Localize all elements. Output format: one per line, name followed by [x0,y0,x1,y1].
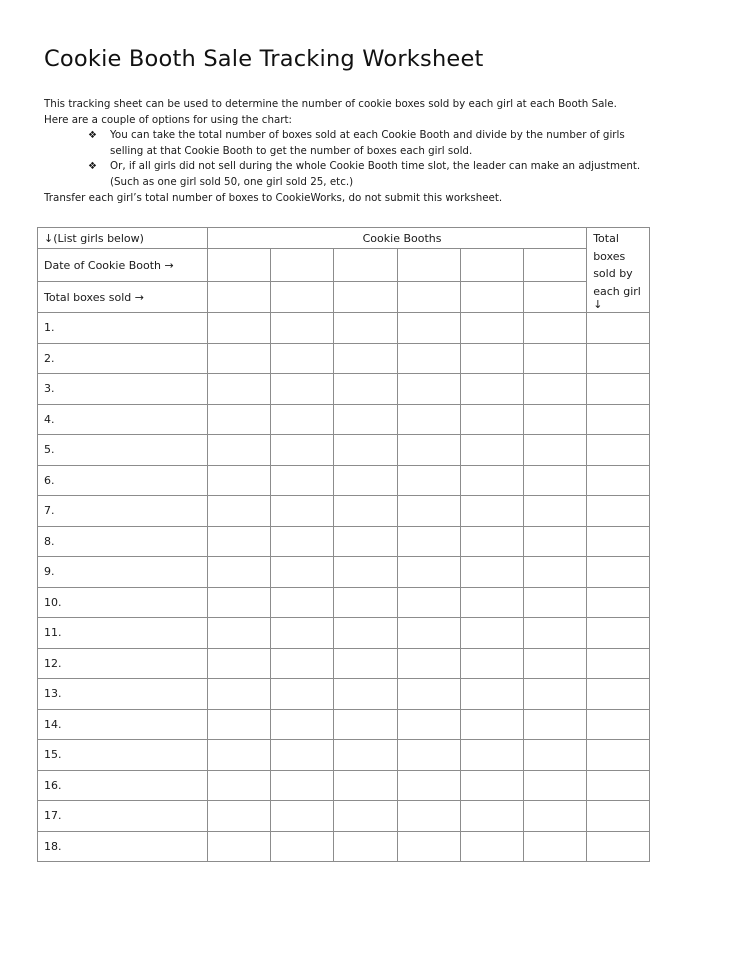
booth-boxes-cell[interactable] [523,679,586,710]
booth-boxes-cell[interactable] [207,587,270,618]
girl-name-cell[interactable]: 7. [38,496,208,527]
girl-name-cell[interactable]: 12. [38,648,208,679]
booth-total-cell[interactable] [207,282,270,313]
girl-total-cell[interactable] [587,313,650,344]
girl-total-cell[interactable] [587,770,650,801]
booth-boxes-cell[interactable] [207,770,270,801]
booth-boxes-cell[interactable] [207,831,270,862]
date-row-label: Date of Cookie Booth → [38,249,208,282]
booth-boxes-cell[interactable] [460,435,523,466]
booth-boxes-cell[interactable] [271,404,334,435]
booth-boxes-cell[interactable] [460,618,523,649]
booth-boxes-cell[interactable] [334,587,397,618]
girl-row [38,404,650,435]
booth-boxes-cell[interactable] [334,770,397,801]
girl-row [38,801,650,832]
booth-boxes-cell[interactable] [397,618,460,649]
booth-boxes-cell[interactable] [271,526,334,557]
booth-total-cell[interactable] [334,282,397,313]
total-header-line: boxes [593,249,626,263]
booth-boxes-cell[interactable] [207,465,270,496]
girl-total-cell[interactable] [587,343,650,374]
booth-boxes-cell[interactable] [397,404,460,435]
booth-boxes-cell[interactable] [397,831,460,862]
total-header-line: each girl [593,284,641,298]
girl-name-cell[interactable]: 11. [38,618,208,649]
booth-boxes-cell[interactable] [334,801,397,832]
girl-name-cell[interactable]: 10. [38,587,208,618]
girl-row [38,648,650,679]
booth-boxes-cell[interactable] [271,496,334,527]
booth-date-cell[interactable] [334,249,397,282]
girl-total-cell[interactable] [587,740,650,771]
intro-line-1: This tracking sheet can be used to determine the number of cookie boxes sold by each girl at each Booth Sale. [44,98,617,110]
diamond-bullet-icon: ❖ [88,130,97,142]
girl-row [38,343,650,374]
booth-boxes-cell[interactable] [397,679,460,710]
booth-boxes-cell[interactable] [397,313,460,344]
booth-boxes-cell[interactable] [207,801,270,832]
girl-row [38,740,650,771]
girl-name-cell[interactable]: 6. [38,465,208,496]
girl-row [38,313,650,344]
booth-boxes-cell[interactable] [460,709,523,740]
booth-boxes-cell[interactable] [397,587,460,618]
booth-boxes-cell[interactable] [334,526,397,557]
booth-boxes-cell[interactable] [460,496,523,527]
booth-boxes-cell[interactable] [397,465,460,496]
booth-boxes-cell[interactable] [460,526,523,557]
booth-boxes-cell[interactable] [397,557,460,588]
total-header-line: Total [593,232,619,245]
booth-boxes-cell[interactable] [271,465,334,496]
option-2-line-2: (Such as one girl sold 50, one girl sold 25, etc.) [110,175,354,188]
girl-row [38,618,650,649]
booth-boxes-cell[interactable] [397,526,460,557]
booth-boxes-cell[interactable] [523,587,586,618]
girl-total-cell[interactable] [587,587,650,618]
diamond-bullet-icon: ❖ [88,161,97,173]
girl-total-cell[interactable] [587,801,650,832]
booth-boxes-cell[interactable] [334,557,397,588]
booth-boxes-cell[interactable] [271,587,334,618]
girl-total-cell[interactable] [587,465,650,496]
girl-total-cell[interactable] [587,435,650,466]
page-title: Cookie Booth Sale Tracking Worksheet [44,46,484,72]
booth-boxes-cell[interactable] [397,435,460,466]
girl-row [38,374,650,405]
booth-boxes-cell[interactable] [460,648,523,679]
booth-boxes-cell[interactable] [207,374,270,405]
booth-boxes-cell[interactable] [397,496,460,527]
girl-total-cell[interactable] [587,709,650,740]
girl-name-cell[interactable]: 17. [38,801,208,832]
booth-boxes-cell[interactable] [523,831,586,862]
girl-name-cell[interactable]: 1. [38,313,208,344]
girl-row [38,557,650,588]
intro-line-2: Here are a couple of options for using the chart: [44,113,293,126]
booth-total-cell[interactable] [460,282,523,313]
booth-boxes-cell[interactable] [523,343,586,374]
booth-date-cell[interactable] [460,249,523,282]
booth-date-cell[interactable] [207,249,270,282]
booth-boxes-cell[interactable] [460,374,523,405]
girl-total-cell[interactable] [587,526,650,557]
booth-boxes-cell[interactable] [207,740,270,771]
booth-boxes-cell[interactable] [334,313,397,344]
booth-boxes-cell[interactable] [207,343,270,374]
tracking-table [37,227,650,862]
girl-name-cell[interactable]: 5. [38,435,208,466]
booth-boxes-cell[interactable] [523,709,586,740]
booth-boxes-cell[interactable] [523,557,586,588]
option-2-line-1: Or, if all girls did not sell during the whole Cookie Booth time slot, the leader can make an adjustment. [110,160,641,173]
booth-boxes-cell[interactable] [207,648,270,679]
booth-boxes-cell[interactable] [207,435,270,466]
girl-total-cell[interactable] [587,831,650,862]
booth-boxes-cell[interactable] [207,526,270,557]
girl-name-cell[interactable]: 3. [38,374,208,405]
option-1-line-1: You can take the total number of boxes sold at each Cookie Booth and divide by the number of girls [110,129,625,142]
booth-boxes-cell[interactable] [334,648,397,679]
instructions [44,97,724,206]
booth-boxes-cell[interactable] [523,648,586,679]
booth-boxes-cell[interactable] [460,313,523,344]
girl-name-cell[interactable]: 2. [38,343,208,374]
girl-total-cell[interactable] [587,557,650,588]
booth-boxes-cell[interactable] [523,313,586,344]
booth-boxes-cell[interactable] [271,618,334,649]
booth-total-cell[interactable] [523,282,586,313]
down-arrow-icon: ↓ [593,298,603,311]
booth-boxes-cell[interactable] [271,435,334,466]
girl-row [38,526,650,557]
booth-boxes-cell[interactable] [460,770,523,801]
girl-name-cell[interactable]: 13. [38,679,208,710]
girl-total-cell[interactable] [587,648,650,679]
booth-boxes-cell[interactable] [397,801,460,832]
booth-boxes-cell[interactable] [207,496,270,527]
girl-total-cell[interactable] [587,618,650,649]
girl-name-cell[interactable]: 8. [38,526,208,557]
options-list [44,128,724,190]
girl-row [38,831,650,862]
booth-boxes-cell[interactable] [460,587,523,618]
booth-boxes-cell[interactable] [271,343,334,374]
girl-total-cell[interactable] [587,404,650,435]
booth-boxes-cell[interactable] [271,557,334,588]
booth-boxes-cell[interactable] [271,801,334,832]
option-1-line-2: selling at that Cookie Booth to get the number of boxes each girl sold. [110,144,473,157]
girl-row [38,679,650,710]
total-per-girl-header [587,228,650,313]
booth-boxes-cell[interactable] [207,404,270,435]
booth-boxes-cell[interactable] [523,465,586,496]
booth-boxes-cell[interactable] [271,679,334,710]
booth-boxes-cell[interactable] [271,709,334,740]
girl-row [38,587,650,618]
girl-total-cell[interactable] [587,496,650,527]
booth-total-cell[interactable] [397,282,460,313]
booth-date-cell[interactable] [397,249,460,282]
booth-boxes-cell[interactable] [334,465,397,496]
girl-name-cell[interactable]: 14. [38,709,208,740]
option-item [88,159,724,190]
booth-boxes-cell[interactable] [523,496,586,527]
total-sold-row-label: Total boxes sold → [38,282,208,313]
intro-line-3: Transfer each girl’s total number of boxes to CookieWorks, do not submit this worksheet. [44,191,503,204]
booth-boxes-cell[interactable] [334,740,397,771]
booth-boxes-cell[interactable] [523,740,586,771]
girl-row [38,496,650,527]
girl-row [38,709,650,740]
booth-boxes-cell[interactable] [271,831,334,862]
booth-boxes-cell[interactable] [460,465,523,496]
booth-total-cell[interactable] [271,282,334,313]
list-girls-header: ↓(List girls below) [38,228,208,249]
girl-row [38,465,650,496]
booth-boxes-cell[interactable] [334,831,397,862]
booth-boxes-cell[interactable] [334,709,397,740]
booth-boxes-cell[interactable] [207,557,270,588]
booth-boxes-cell[interactable] [207,618,270,649]
booth-boxes-cell[interactable] [207,709,270,740]
booth-boxes-cell[interactable] [397,343,460,374]
cookie-booths-header: Cookie Booths [207,228,586,249]
booth-date-cell[interactable] [523,249,586,282]
booth-boxes-cell[interactable] [523,618,586,649]
booth-boxes-cell[interactable] [397,374,460,405]
booth-boxes-cell[interactable] [523,526,586,557]
booth-boxes-cell[interactable] [460,801,523,832]
booth-boxes-cell[interactable] [460,740,523,771]
booth-boxes-cell[interactable] [460,404,523,435]
booth-boxes-cell[interactable] [271,740,334,771]
booth-boxes-cell[interactable] [334,404,397,435]
girl-name-cell[interactable]: 9. [38,557,208,588]
booth-boxes-cell[interactable] [271,313,334,344]
booth-boxes-cell[interactable] [334,374,397,405]
girl-total-cell[interactable] [587,679,650,710]
total-header-line: sold by [593,267,633,280]
girl-name-cell[interactable]: 18. [38,831,208,862]
booth-boxes-cell[interactable] [460,343,523,374]
booth-date-cell[interactable] [271,249,334,282]
booth-boxes-cell[interactable] [397,648,460,679]
booth-boxes-cell[interactable] [397,709,460,740]
girl-name-cell[interactable]: 15. [38,740,208,771]
booth-boxes-cell[interactable] [523,404,586,435]
girl-total-cell[interactable] [587,374,650,405]
booth-boxes-cell[interactable] [334,618,397,649]
option-item [88,128,724,159]
booth-boxes-cell[interactable] [207,679,270,710]
girl-row [38,435,650,466]
booth-boxes-cell[interactable] [271,648,334,679]
booth-boxes-cell[interactable] [334,496,397,527]
girl-row [38,770,650,801]
booth-boxes-cell[interactable] [397,740,460,771]
booth-boxes-cell[interactable] [460,679,523,710]
booth-boxes-cell[interactable] [523,801,586,832]
booth-boxes-cell[interactable] [460,557,523,588]
girl-name-cell[interactable]: 16. [38,770,208,801]
booth-boxes-cell[interactable] [271,770,334,801]
booth-boxes-cell[interactable] [334,343,397,374]
booth-boxes-cell[interactable] [334,679,397,710]
booth-boxes-cell[interactable] [523,435,586,466]
booth-boxes-cell[interactable] [271,374,334,405]
booth-boxes-cell[interactable] [460,831,523,862]
booth-boxes-cell[interactable] [397,770,460,801]
booth-boxes-cell[interactable] [207,313,270,344]
booth-boxes-cell[interactable] [523,770,586,801]
booth-boxes-cell[interactable] [334,435,397,466]
booth-boxes-cell[interactable] [523,374,586,405]
girl-name-cell[interactable]: 4. [38,404,208,435]
